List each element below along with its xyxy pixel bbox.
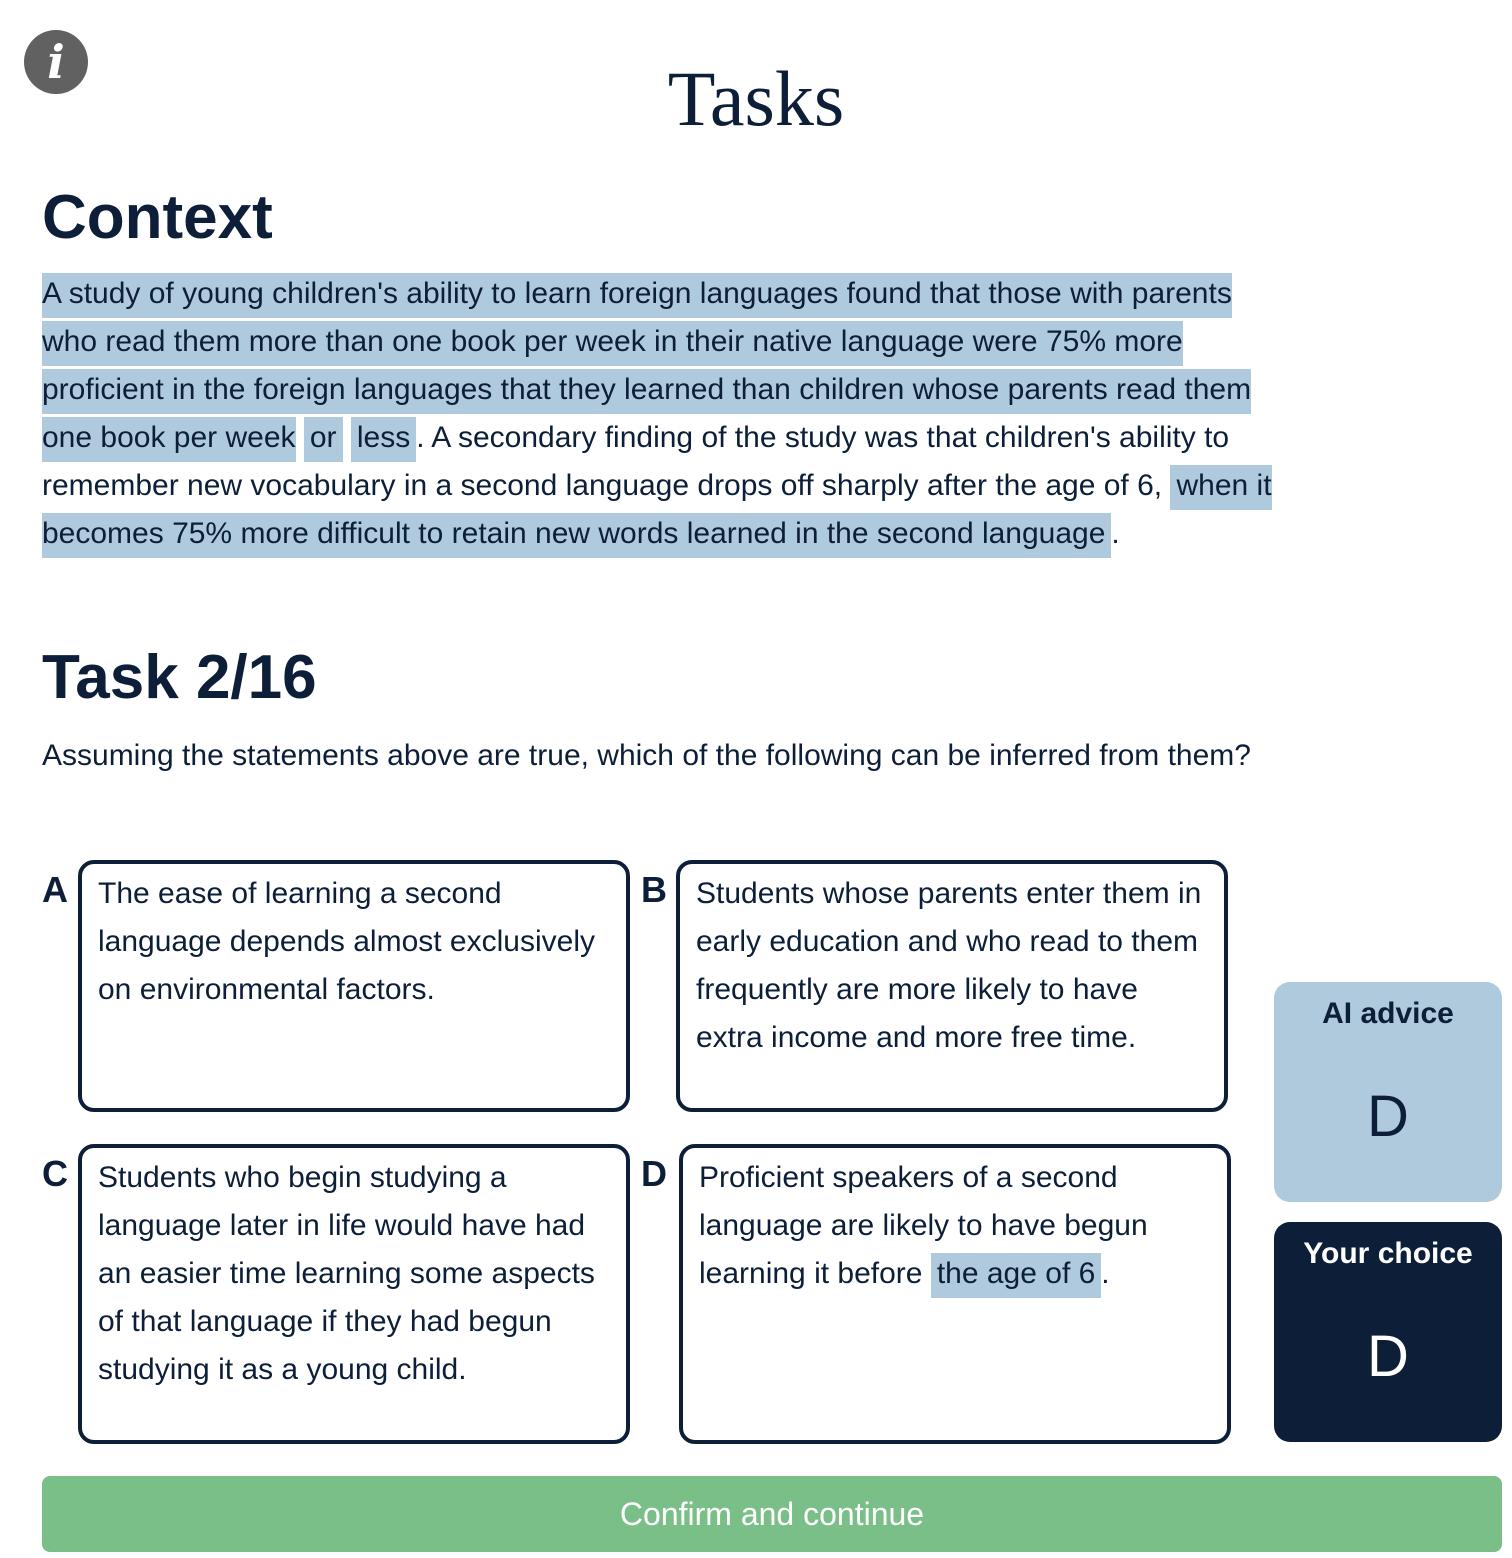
page-title: Tasks [667, 55, 845, 142]
option-c-letter: C [42, 1153, 68, 1194]
option-d[interactable] [679, 1144, 1231, 1444]
your-choice-card [1274, 1222, 1502, 1442]
your-choice-value: D [1367, 1324, 1409, 1389]
context-highlight: when it becomes 75% more difficult to retain new words learned in the second language [42, 465, 1272, 558]
option-a-text: The ease of learning a second language depends almost exclusively on environmental factors. [98, 877, 595, 1006]
task-heading: Task 2/16 [42, 643, 317, 712]
context-passage [42, 270, 1282, 558]
context-text-segment: . [1111, 517, 1120, 550]
info-icon[interactable]: i [24, 30, 88, 94]
option-b[interactable] [676, 860, 1228, 1112]
option-c-text: Students who begin studying a language later in life would have had an easier time learning some aspects of that language if they had begun studying it as a young child. [98, 1161, 595, 1386]
option-d-text: Proficient speakers of a second language are likely to have begun learning it before [699, 1161, 1148, 1290]
ai-advice-card [1274, 982, 1502, 1202]
option-c[interactable] [78, 1144, 630, 1444]
your-choice-title: Your choice [1303, 1237, 1473, 1270]
ai-advice-value: D [1367, 1084, 1409, 1149]
context-highlight: less [351, 417, 416, 462]
ai-advice-title: AI advice [1322, 997, 1454, 1030]
confirm-button[interactable]: Confirm and continue [42, 1476, 1502, 1552]
option-d-text-end: . [1101, 1257, 1110, 1290]
option-d-highlight: the age of 6 [931, 1253, 1101, 1298]
context-highlight: A study of young children's ability to learn foreign languages found that those with parents who read them more than one book per week in their native language were 75% more proficient in the foreign languages that they learned than children whose parents read them one book per week [42, 273, 1251, 462]
context-heading: Context [42, 183, 273, 252]
context-highlight: or [304, 417, 343, 462]
task-question: Assuming the statements above are true, which of the following can be inferred from them? [42, 739, 1251, 772]
option-b-text: Students whose parents enter them in early education and who read to them frequently are more likely to have extra income and more free time. [696, 877, 1202, 1054]
option-b-letter: B [641, 869, 667, 910]
option-a[interactable] [78, 860, 630, 1112]
option-a-letter: A [42, 869, 68, 910]
context-text-segment: . A secondary finding of the study was that children's ability to remember new vocabulary in a second language drops off sharply after the age of 6, [42, 421, 1230, 502]
option-d-letter: D [641, 1153, 667, 1194]
